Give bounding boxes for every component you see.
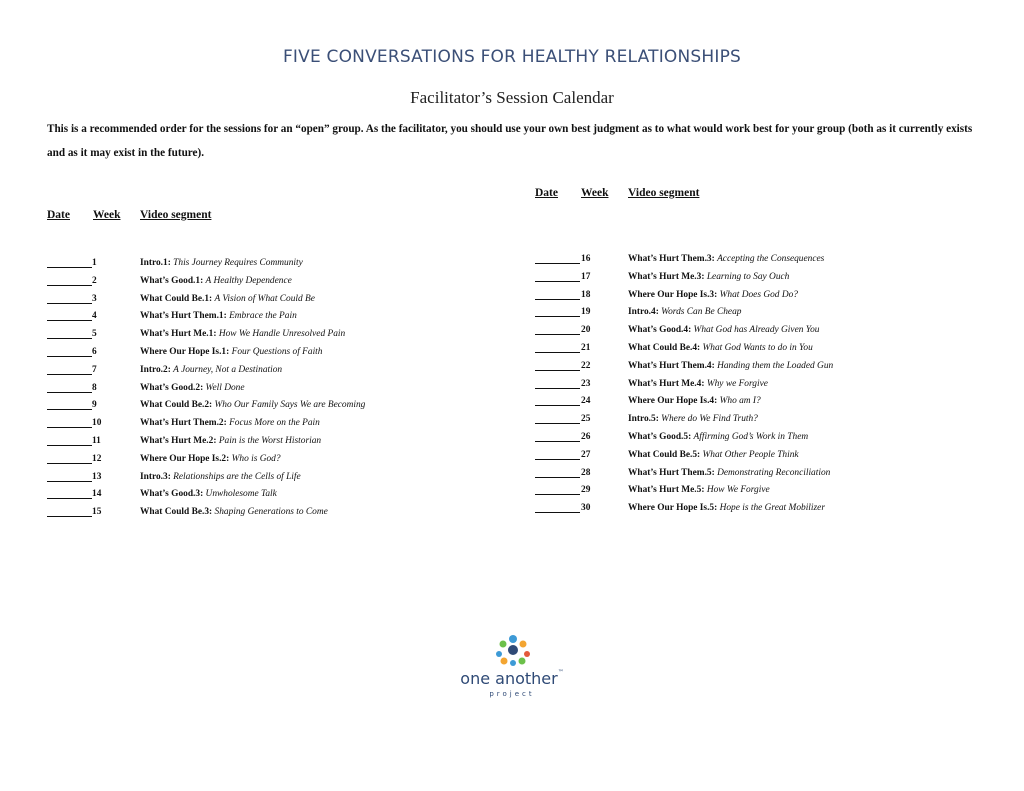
session-row [47, 505, 467, 519]
date-blank-line [535, 352, 580, 353]
segment-section: What Could Be.1: [140, 293, 213, 304]
session-row [535, 377, 955, 391]
video-segment [140, 363, 282, 377]
session-row [535, 448, 955, 462]
week-number: 6 [92, 347, 97, 357]
session-row [535, 288, 955, 302]
video-segment [628, 359, 833, 373]
session-row [535, 466, 955, 480]
date-blank-line [47, 285, 92, 286]
week-number: 8 [92, 382, 97, 393]
date-blank-line [47, 374, 92, 375]
segment-topic: Who is God? [231, 453, 281, 464]
video-segment [140, 256, 303, 270]
date-blank-line [535, 388, 580, 389]
right-week-header: Week [581, 187, 609, 199]
session-row [535, 305, 955, 319]
date-blank-line [535, 334, 580, 335]
date-blank-line [47, 463, 92, 464]
date-blank-line [535, 423, 580, 424]
document-subtitle: Facilitator’s Session Calendar [410, 88, 614, 107]
segment-topic: This Journey Requires Community [173, 258, 303, 268]
session-row [535, 359, 955, 373]
document-title: FIVE CONVERSATIONS FOR HEALTHY RELATIONSHIPS [282, 47, 742, 67]
segment-topic: Shaping Generations to Come [214, 507, 328, 518]
segment-topic: Demonstrating Reconciliation [717, 467, 831, 478]
segment-section: What Could Be.5: [628, 449, 701, 460]
week-number: 30 [581, 503, 591, 514]
video-segment [140, 505, 328, 519]
segment-topic: Unwholesome Talk [205, 489, 277, 500]
segment-section: Intro.5: [628, 414, 659, 425]
segment-section: Intro.2: [140, 364, 171, 375]
video-segment [140, 309, 297, 323]
logo-tagline: project [489, 690, 535, 698]
session-row [47, 309, 467, 323]
segment-topic: A Journey, Not a Destination [173, 364, 283, 375]
segment-section: What’s Good.4: [628, 325, 692, 336]
week-number: 25 [581, 414, 591, 425]
date-blank-line [535, 459, 580, 460]
segment-topic: Handing them the Loaded Gun [717, 360, 834, 371]
segment-section: What’s Hurt Me.3: [628, 271, 705, 282]
session-row [47, 363, 467, 377]
session-row [47, 381, 467, 395]
week-number: 24 [581, 396, 591, 407]
date-blank-line [47, 498, 92, 499]
date-blank-line [535, 281, 580, 282]
video-segment [140, 274, 292, 288]
logo-name: one another [460, 669, 558, 688]
date-blank-line [47, 445, 92, 446]
session-row [535, 252, 955, 266]
date-blank-line [47, 320, 92, 321]
session-row [47, 345, 467, 359]
segment-section: Where Our Hope Is.4: [628, 396, 718, 407]
segment-topic: Pain is the Worst Historian [218, 436, 322, 446]
segment-topic: Who am I? [719, 396, 761, 407]
segment-topic: A Healthy Dependence [205, 275, 292, 286]
segment-topic: Embrace the Pain [229, 311, 297, 322]
segment-section: What’s Hurt Me.4: [628, 378, 705, 389]
segment-section: What’s Hurt Them.5: [628, 467, 715, 478]
segment-section: Where Our Hope Is.5: [628, 503, 718, 514]
week-number: 18 [581, 289, 591, 300]
video-segment [628, 430, 808, 444]
left-week-header: Week [93, 209, 121, 221]
left-date-header: Date [47, 209, 70, 221]
video-segment [628, 483, 770, 497]
segment-topic: What Does God Do? [719, 289, 798, 300]
segment-section: What’s Hurt Me.5: [628, 485, 705, 496]
week-number: 2 [92, 275, 97, 286]
video-segment [140, 327, 345, 341]
session-row [535, 394, 955, 408]
week-number: 16 [581, 254, 591, 264]
date-blank-line [47, 356, 92, 357]
date-blank-line [47, 409, 92, 410]
segment-topic: A Vision of What Could Be [214, 293, 315, 304]
week-number: 19 [581, 307, 591, 318]
session-row [47, 292, 467, 306]
segment-section: What’s Good.3: [140, 489, 204, 500]
date-blank-line [47, 392, 92, 393]
week-number: 29 [581, 485, 591, 496]
week-number: 14 [92, 489, 102, 500]
segment-section: What’s Hurt Them.3: [628, 254, 715, 264]
week-number: 7 [92, 364, 97, 375]
video-segment [140, 452, 281, 466]
session-row [535, 430, 955, 444]
segment-section: Intro.3: [140, 471, 171, 482]
date-blank-line [535, 299, 580, 300]
session-row [535, 270, 955, 284]
week-number: 4 [92, 311, 97, 322]
week-number: 21 [581, 343, 591, 353]
segment-topic: What God has Already Given You [693, 325, 820, 336]
segment-topic: Affirming God’s Work in Them [693, 432, 809, 442]
session-row [47, 256, 467, 270]
week-number: 22 [581, 360, 591, 371]
video-segment [140, 416, 320, 430]
video-segment [628, 323, 820, 337]
date-blank-line [535, 477, 580, 478]
week-number: 20 [581, 325, 591, 336]
segment-topic: Hope is the Great Mobilizer [719, 503, 825, 514]
video-segment [628, 270, 789, 284]
date-blank-line [535, 405, 580, 406]
week-number: 17 [581, 271, 591, 282]
segment-section: Intro.1: [140, 258, 171, 268]
right-segment-header: Video segment [628, 187, 700, 199]
logo-wordmark [0, 669, 1024, 688]
right-date-header: Date [535, 187, 558, 199]
week-number: 13 [92, 471, 102, 482]
session-row [535, 412, 955, 426]
date-blank-line [535, 441, 580, 442]
segment-section: What’s Good.5: [628, 432, 692, 442]
week-number: 10 [92, 418, 102, 429]
week-number: 3 [92, 293, 97, 304]
segment-section: What Could Be.4: [628, 343, 701, 353]
segment-topic: Learning to Say Ouch [706, 271, 790, 282]
week-number: 12 [92, 453, 102, 464]
session-row [535, 501, 955, 515]
week-number: 1 [92, 258, 97, 268]
session-row [535, 323, 955, 337]
date-blank-line [535, 263, 580, 264]
date-blank-line [535, 494, 580, 495]
week-number: 26 [581, 432, 591, 442]
video-segment [628, 341, 813, 355]
segment-section: What’s Hurt Them.2: [140, 418, 227, 429]
video-segment [628, 377, 768, 391]
week-number: 15 [92, 507, 102, 518]
week-number: 9 [92, 400, 97, 411]
date-blank-line [47, 427, 92, 428]
logo-trademark: ™ [557, 669, 564, 676]
segment-section: Where Our Hope Is.1: [140, 347, 230, 357]
segment-topic: Why we Forgive [706, 378, 768, 389]
session-row [47, 434, 467, 448]
date-blank-line [535, 370, 580, 371]
video-segment [628, 412, 758, 426]
video-segment [628, 305, 741, 319]
video-segment [628, 288, 798, 302]
date-blank-line [47, 481, 92, 482]
date-blank-line [535, 512, 580, 513]
video-segment [628, 466, 830, 480]
video-segment [140, 381, 245, 395]
week-number: 27 [581, 449, 591, 460]
segment-section: What Could Be.3: [140, 507, 213, 518]
segment-topic: What Other People Think [702, 449, 799, 460]
segment-section: What Could Be.2: [140, 400, 213, 411]
segment-topic: Four Questions of Faith [231, 347, 323, 357]
segment-topic: Accepting the Consequences [717, 254, 825, 264]
segment-section: Where Our Hope Is.3: [628, 289, 718, 300]
session-row [47, 470, 467, 484]
segment-topic: Well Done [205, 382, 245, 393]
week-number: 28 [581, 467, 591, 478]
date-blank-line [47, 267, 92, 268]
segment-topic: What God Wants to do in You [702, 343, 813, 353]
segment-topic: How We Forgive [706, 485, 770, 496]
week-number: 5 [92, 329, 97, 340]
video-segment [628, 501, 825, 515]
session-row [535, 483, 955, 497]
segment-section: What’s Hurt Me.1: [140, 329, 217, 340]
segment-topic: Where do We Find Truth? [661, 414, 758, 425]
segment-topic: How We Handle Unresolved Pain [218, 329, 346, 340]
video-segment [140, 345, 322, 359]
video-segment [140, 292, 315, 306]
intro-paragraph: This is a recommended order for the sessions for an “open” group. As the facilitator, you should use your own best judgment as to what would work best for your group (both as it currently exists and as it may exist in the future). [47, 123, 973, 159]
video-segment [140, 434, 321, 448]
left-segment-header: Video segment [140, 209, 212, 221]
date-blank-line [47, 516, 92, 517]
session-row [47, 327, 467, 341]
segment-section: Intro.4: [628, 307, 659, 318]
date-blank-line [535, 316, 580, 317]
segment-section: What’s Hurt Me.2: [140, 436, 217, 446]
session-row [47, 487, 467, 501]
video-segment [628, 448, 799, 462]
video-segment [140, 398, 365, 412]
session-row [47, 452, 467, 466]
session-row [47, 398, 467, 412]
segment-topic: Relationships are the Cells of Life [173, 471, 301, 482]
segment-topic: Focus More on the Pain [229, 418, 320, 429]
video-segment [140, 487, 277, 501]
video-segment [628, 394, 761, 408]
segment-topic: Who Our Family Says We are Becoming [214, 400, 366, 411]
session-row [47, 416, 467, 430]
date-blank-line [47, 338, 92, 339]
session-row [47, 274, 467, 288]
segment-section: What’s Good.1: [140, 275, 204, 286]
date-blank-line [47, 303, 92, 304]
segment-section: What’s Hurt Them.1: [140, 311, 227, 322]
segment-section: Where Our Hope Is.2: [140, 453, 230, 464]
segment-section: What’s Hurt Them.4: [628, 360, 715, 371]
week-number: 23 [581, 378, 591, 389]
video-segment [140, 470, 301, 484]
segment-topic: Words Can Be Cheap [661, 307, 742, 318]
session-row [535, 341, 955, 355]
video-segment [628, 252, 824, 266]
segment-section: What’s Good.2: [140, 382, 204, 393]
week-number: 11 [92, 436, 101, 446]
